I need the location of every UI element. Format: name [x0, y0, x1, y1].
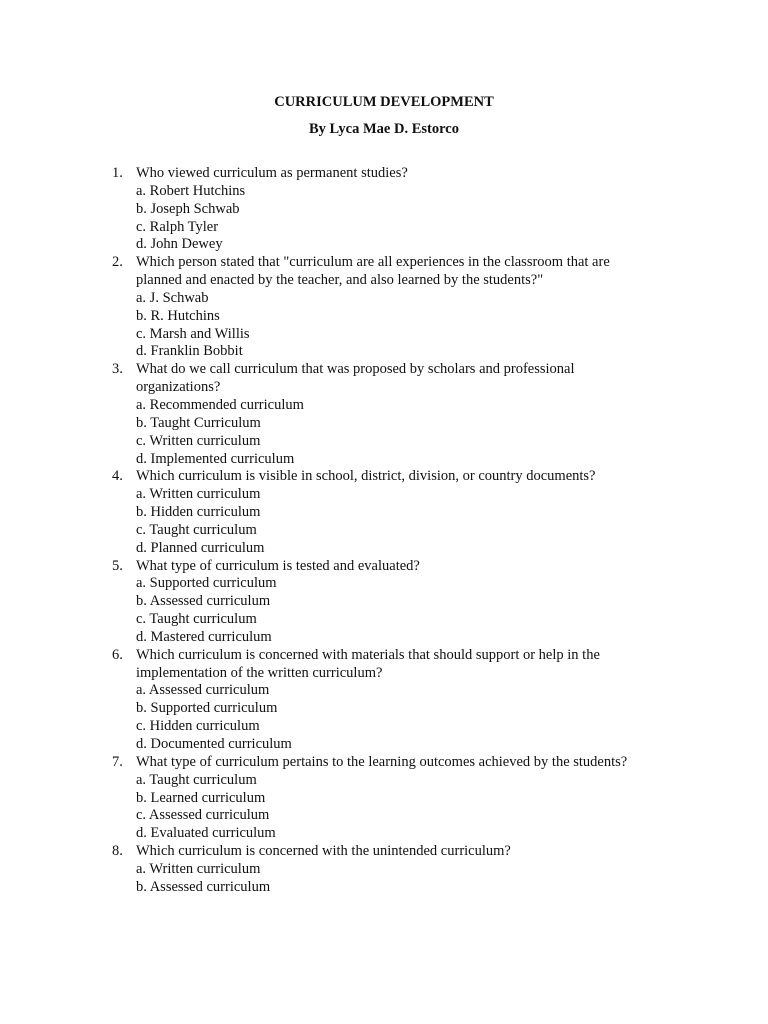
answer-option: a. Robert Hutchins — [136, 182, 246, 199]
question-number: 3. — [112, 361, 123, 378]
answer-option: a. Taught curriculum — [136, 771, 257, 788]
answer-option: b. Hidden curriculum — [136, 504, 261, 521]
question-item — [0, 361, 656, 468]
answer-option: b. Supported curriculum — [136, 700, 278, 717]
question-number: 5. — [112, 557, 123, 574]
answer-option: b. R. Hutchins — [136, 307, 220, 324]
answer-option: a. Supported curriculum — [136, 575, 277, 592]
question-item — [0, 468, 656, 557]
answer-option: a. Recommended curriculum — [136, 396, 304, 413]
answer-option: c. Written curriculum — [136, 432, 261, 449]
question-text: Which curriculum is visible in school, district, division, or country documents? — [136, 468, 596, 485]
answer-option: d. Planned curriculum — [136, 539, 265, 556]
question-item — [0, 754, 656, 843]
question-text: What type of curriculum pertains to the learning outcomes achieved by the students? — [136, 753, 628, 770]
answer-option: c. Hidden curriculum — [136, 718, 260, 735]
question-text: Which curriculum is concerned with materials that should support or help in the implementation of the written curriculum? — [136, 646, 600, 681]
answer-option: b. Taught Curriculum — [136, 414, 261, 431]
answer-option: b. Assessed curriculum — [136, 593, 271, 610]
answer-option: c. Marsh and Willis — [136, 325, 250, 342]
question-item — [0, 254, 656, 361]
answer-option: a. Assessed curriculum — [136, 682, 270, 699]
answer-option: b. Joseph Schwab — [136, 200, 240, 217]
answer-option: a. Written curriculum — [136, 860, 261, 877]
answer-option: d. Implemented curriculum — [136, 450, 295, 467]
answer-option: d. Documented curriculum — [136, 736, 292, 752]
answer-option: d. Franklin Bobbit — [136, 343, 243, 360]
answer-option: c. Taught curriculum — [136, 611, 257, 628]
question-number: 4. — [112, 468, 123, 485]
question-item — [0, 647, 656, 754]
answer-option: b. Learned curriculum — [136, 789, 266, 806]
question-number: 8. — [112, 843, 123, 860]
question-text: Who viewed curriculum as permanent studies? — [136, 165, 408, 181]
question-number: 2. — [112, 254, 123, 271]
answer-option: c. Assessed curriculum — [136, 807, 270, 824]
answer-option: a. Written curriculum — [136, 486, 261, 503]
question-text: Which person stated that "curriculum are all experiences in the classroom that are planned and enacted by the teacher, and also learned by the students?" — [136, 254, 610, 289]
answer-option: d. Mastered curriculum — [136, 628, 272, 645]
question-number: 6. — [112, 646, 123, 663]
answer-option: d. Evaluated curriculum — [136, 825, 276, 842]
question-item — [0, 843, 656, 897]
question-number: 1. — [112, 165, 123, 181]
question-item — [0, 165, 656, 254]
answer-option: c. Taught curriculum — [136, 521, 257, 538]
document-author: By Lyca Mae D. Estorco — [309, 121, 459, 137]
question-item — [0, 558, 656, 647]
question-text: What do we call curriculum that was proposed by scholars and professional organizations? — [136, 361, 575, 396]
answer-option: a. J. Schwab — [136, 289, 209, 306]
question-text: What type of curriculum is tested and evaluated? — [136, 557, 420, 574]
answer-option: c. Ralph Tyler — [136, 218, 219, 235]
document-title: CURRICULUM DEVELOPMENT — [274, 94, 494, 110]
question-list — [0, 165, 768, 897]
question-text: Which curriculum is concerned with the unintended curriculum? — [136, 843, 511, 860]
answer-option: d. John Dewey — [136, 236, 223, 253]
question-number: 7. — [112, 753, 123, 770]
answer-option: b. Assessed curriculum — [136, 878, 271, 895]
